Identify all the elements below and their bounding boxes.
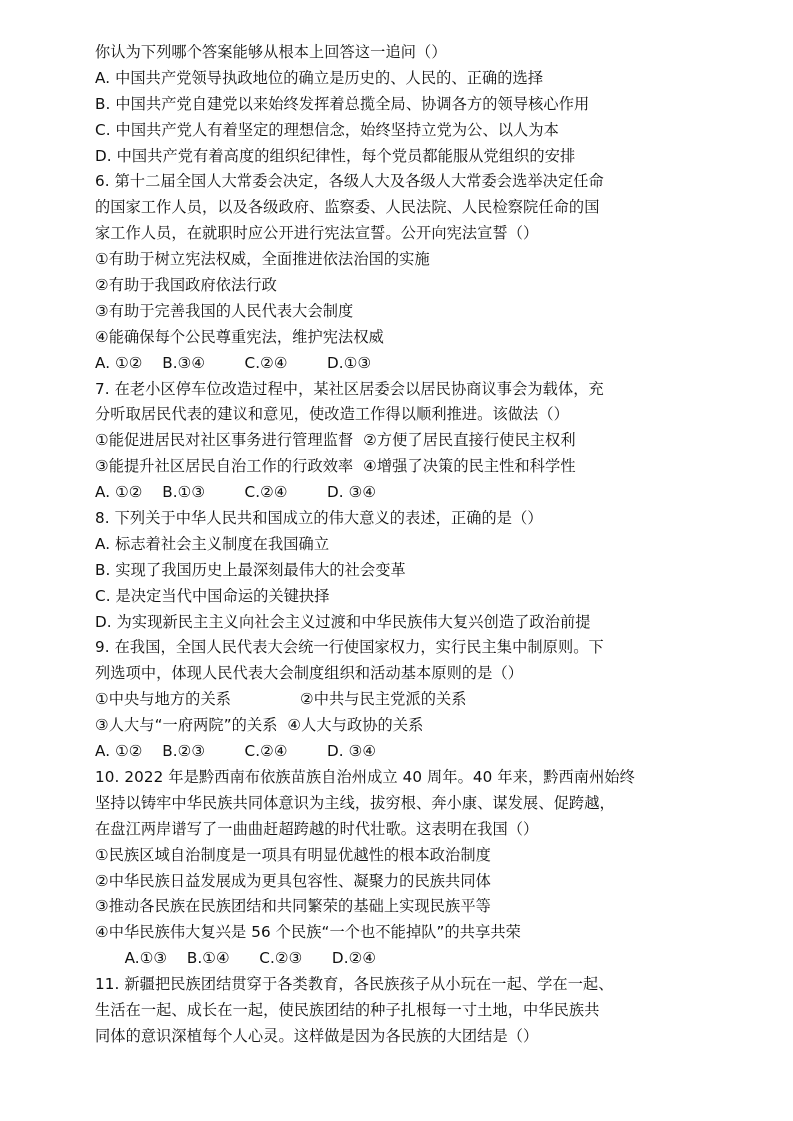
question-10-choices: A.①③ B.①④ C.②③ D.②④ xyxy=(95,949,377,968)
question-7-statement: ①能促进居民对社区事务进行管理监督 ②方便了居民直接行使民主权利 xyxy=(95,431,576,450)
text-line: 你认为下列哪个答案能够从根本上回答这一追问（） xyxy=(95,43,447,61)
question-7-statement: ③能提升社区居民自治工作的行政效率 ④增强了决策的民主性和科学性 xyxy=(95,457,576,476)
question-10-stem: 在盘江两岸谱写了一曲曲赶超跨越的时代壮歌。这表明在我国（） xyxy=(95,819,539,838)
question-8-option-c: C. 是决定当代中国命运的关键抉择 xyxy=(95,586,330,605)
question-7-stem: 分听取居民代表的建议和意见，使改造工作得以顺利推进。该做法（） xyxy=(95,405,569,424)
question-11-stem: 生活在一起、成长在一起，使民族团结的种子扎根每一寸土地，中华民族共 xyxy=(95,1000,600,1019)
option-c: C. 中国共产党人有着坚定的理想信念，始终坚持立党为公、以人为本 xyxy=(95,120,559,139)
question-6-statement: ①有助于树立宪法权威，全面推进依法治国的实施 xyxy=(95,250,430,269)
question-8-stem: 8. 下列关于中华人民共和国成立的伟大意义的表述，正确的是（） xyxy=(95,509,543,528)
question-9-stem: 9. 在我国，全国人民代表大会统一行使国家权力，实行民主集中制原则。下 xyxy=(95,638,604,657)
question-9-choices: A. ①② B.②③ C.②④ D. ③④ xyxy=(95,742,377,761)
question-9-stem: 列选项中，体现人民代表大会制度组织和活动基本原则的是（） xyxy=(95,664,524,683)
question-10-statement: ④中华民族伟大复兴是 56 个民族“一个也不能掉队”的共享共荣 xyxy=(95,923,521,942)
question-7-choices: A. ①② B.①③ C.②④ D. ③④ xyxy=(95,483,377,502)
option-a: A. 中国共产党领导执政地位的确立是历史的、人民的、正确的选择 xyxy=(95,68,544,87)
question-10-statement: ①民族区域自治制度是一项具有明显优越性的根本政治制度 xyxy=(95,845,491,864)
question-9-statement: ③人大与“一府两院”的关系 ④人大与政协的关系 xyxy=(95,716,424,735)
question-6-statement: ④能确保每个公民尊重宪法，维护宪法权威 xyxy=(95,327,384,346)
question-10-statement: ③推动各民族在民族团结和共同繁荣的基础上实现民族平等 xyxy=(95,897,491,916)
question-6-choices: A. ①② B.③④ C.②④ D.①③ xyxy=(95,353,372,372)
question-10-stem: 坚持以铸牢中华民族共同体意识为主线，拔穷根、奔小康、谋发展、促跨越， xyxy=(95,793,615,812)
question-6-statement: ②有助于我国政府依法行政 xyxy=(95,276,277,295)
option-d: D. 中国共产党有着高度的组织纪律性，每个党员都能服从党组织的安排 xyxy=(95,146,576,165)
question-6-stem: 6. 第十二届全国人大常委会决定，各级人大及各级人大常委会选举决定任命 xyxy=(95,172,604,191)
question-10-stem: 10. 2022 年是黔西南布依族苗族自治州成立 40 周年。40 年来，黔西南州始终 xyxy=(95,767,635,786)
question-6-statement: ③有助于完善我国的人民代表大会制度 xyxy=(95,301,354,320)
question-11-stem: 同体的意识深植每个人心灵。这样做是因为各民族的大团结是（） xyxy=(95,1026,539,1045)
question-8-option-a: A. 标志着社会主义制度在我国确立 xyxy=(95,534,330,553)
question-11-stem: 11. 新疆把民族团结贯穿于各类教育，各民族孩子从小玩在一起、学在一起、 xyxy=(95,975,614,994)
question-7-stem: 7. 在老小区停车位改造过程中，某社区居委会以居民协商议事会为载体，充 xyxy=(95,379,604,398)
question-9-statement: ①中央与地方的关系 ②中共与民主党派的关系 xyxy=(95,690,467,709)
option-b: B. 中国共产党自建党以来始终发挥着总揽全局、协调各方的领导核心作用 xyxy=(95,94,590,113)
question-10-statement: ②中华民族日益发展成为更具包容性、凝聚力的民族共同体 xyxy=(95,871,491,890)
question-8-option-b: B. 实现了我国历史上最深刻最伟大的社会变革 xyxy=(95,560,406,579)
question-6-stem: 的国家工作人员，以及各级政府、监察委、人民法院、人民检察院任命的国 xyxy=(95,198,600,217)
question-6-stem: 家工作人员，在就职时应公开进行宪法宣誓。公开向宪法宣誓（） xyxy=(95,224,539,243)
question-8-option-d: D. 为实现新民主主义向社会主义过渡和中华民族伟大复兴创造了政治前提 xyxy=(95,612,591,631)
question-text-block xyxy=(95,40,705,1050)
